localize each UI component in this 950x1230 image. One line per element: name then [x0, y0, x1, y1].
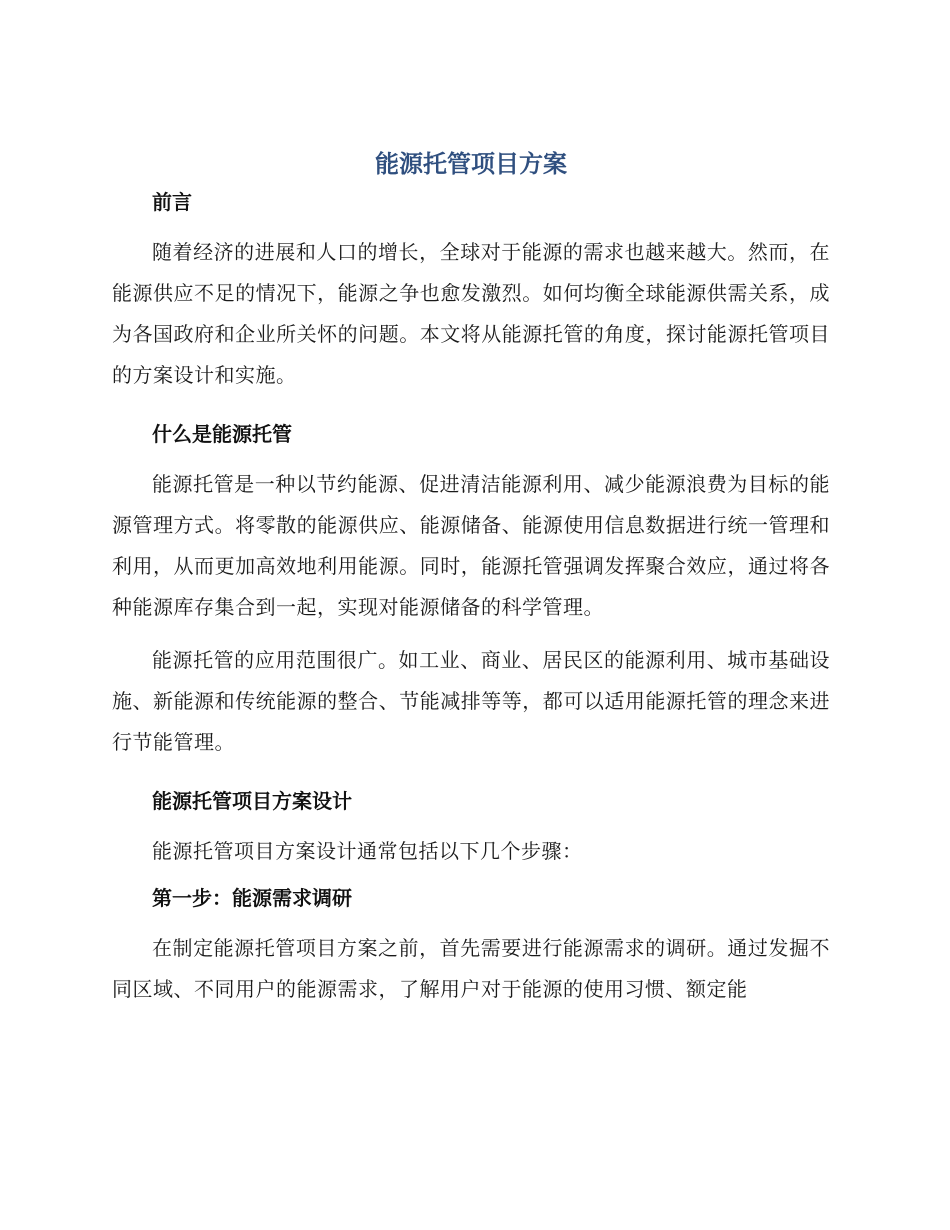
paragraph-what-is-2: 能源托管的应用范围很广。如工业、商业、居民区的能源利用、城市基础设施、新能源和传统能源的整合、节能减排等等，都可以适用能源托管的理念来进行节能管理。 — [112, 648, 830, 754]
section-heading-preface: 前言 — [152, 190, 192, 214]
document-title: 能源托管项目方案 — [375, 150, 567, 178]
paragraph-what-is-1: 能源托管是一种以节约能源、促进清洁能源利用、减少能源浪费为目标的能源管理方式。将零散的能源供应、能源储备、能源使用信息数据进行统一管理和利用，从而更加高效地利用能源。同时，能源托管强调发挥聚合效应，通过将各种能源库存集合到一起，实现对能源储备的科学管理。 — [112, 472, 830, 619]
document-page — [112, 140, 830, 1010]
paragraph-preface: 随着经济的进展和人口的增长，全球对于能源的需求也越来越大。然而，在能源供应不足的情况下，能源之争也愈发激烈。如何均衡全球能源供需关系，成为各国政府和企业所关怀的问题。本文将从能源托管的角度，探讨能源托管项目的方案设计和实施。 — [112, 240, 830, 387]
section-heading-step1: 第一步：能源需求调研 — [152, 886, 352, 910]
section-heading-design: 能源托管项目方案设计 — [152, 789, 352, 813]
paragraph-step1: 在制定能源托管项目方案之前，首先需要进行能源需求的调研。通过发掘不同区域、不同用户的能源需求，了解用户对于能源的使用习惯、额定能 — [112, 936, 830, 1001]
paragraph-design: 能源托管项目方案设计通常包括以下几个步骤： — [152, 839, 583, 863]
section-heading-what-is: 什么是能源托管 — [152, 422, 292, 446]
